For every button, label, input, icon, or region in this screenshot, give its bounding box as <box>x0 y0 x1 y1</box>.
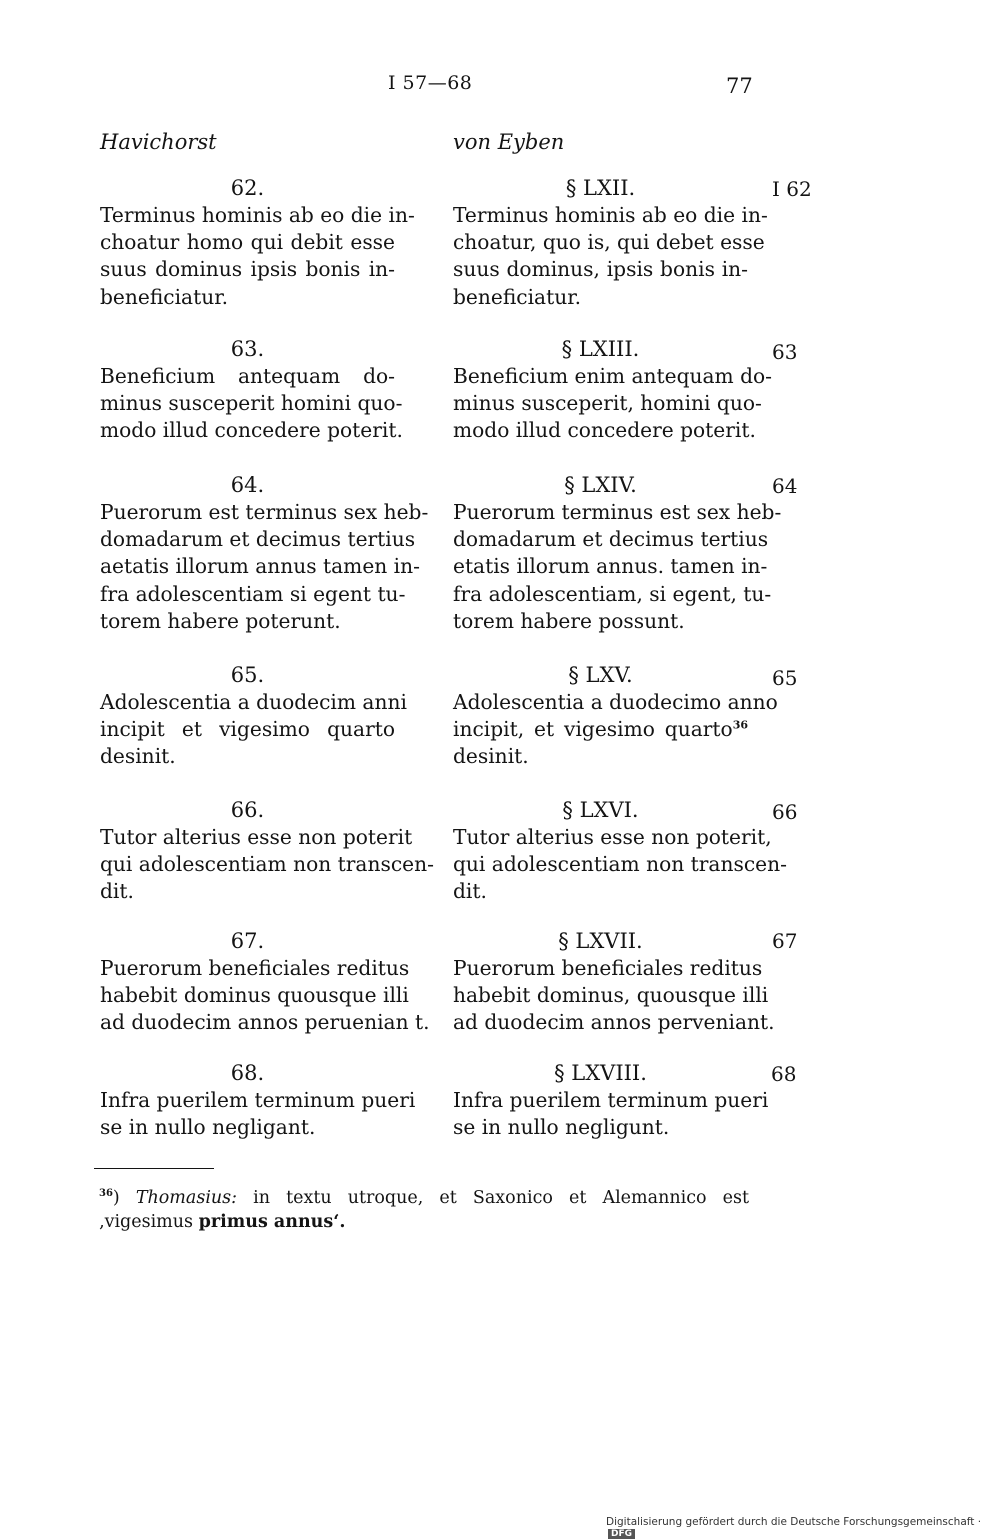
page-number: 77 <box>726 74 753 98</box>
text-line <box>100 390 403 417</box>
right-section-text <box>453 499 782 635</box>
text-line <box>100 1087 416 1114</box>
text-line-content: choatur, quo is, qui debet esse <box>453 230 765 255</box>
text-line <box>100 716 395 743</box>
left-section-text <box>100 955 430 1037</box>
text-line-content: dit. <box>100 879 134 904</box>
left-section <box>100 1060 416 1141</box>
text-line <box>100 581 406 608</box>
text-line-content: fra adolescentiam, si egent, tu- <box>453 581 772 606</box>
text-line <box>100 417 403 444</box>
text-line-content: Adolescentia a duodecim anni <box>100 690 407 714</box>
text-line-content: Tutor alterius esse non poterit, <box>453 825 772 849</box>
text-line-content: Adolescentia a duodecimo anno <box>453 690 778 714</box>
text-line <box>453 689 778 716</box>
margin-reference-number: 64 <box>772 474 798 498</box>
text-line-content: beneficiatur. <box>100 284 229 309</box>
left-section-text <box>100 824 434 906</box>
footnote-paren: ) <box>112 1187 136 1208</box>
text-line-content: suus dominus, ipsis bonis in- <box>453 257 748 282</box>
text-line <box>100 1114 395 1141</box>
text-line <box>100 229 395 256</box>
text-line-content: torem habere possunt. <box>453 608 685 633</box>
text-line-content: Beneficium antequam do- <box>100 364 395 388</box>
left-section-text <box>100 1087 416 1141</box>
text-line-content: modo illud concedere poterit. <box>100 418 403 443</box>
text-line-content: Tutor alterius esse non poterit <box>100 825 413 849</box>
right-section <box>453 336 772 445</box>
left-section-number: 64. <box>230 473 265 497</box>
text-line-content: desinit. <box>100 744 176 769</box>
text-line-content: Puerorum est terminus sex heb- <box>100 500 429 524</box>
text-line-content: se in nullo negligunt. <box>453 1115 670 1140</box>
text-line <box>453 824 772 851</box>
text-line <box>453 390 762 417</box>
right-section <box>453 1060 769 1141</box>
text-line <box>453 955 763 982</box>
page-header-range: I 57—68 <box>388 72 473 94</box>
right-section-number: § LXVII. <box>558 929 643 953</box>
text-line <box>100 284 395 311</box>
left-section <box>100 928 430 1037</box>
text-line <box>453 982 769 1009</box>
text-line <box>453 229 765 256</box>
right-section-number: § LXV. <box>568 663 633 687</box>
margin-reference-number: 67 <box>772 929 798 953</box>
digitization-credit <box>606 1516 1000 1540</box>
text-line <box>453 851 787 878</box>
left-section <box>100 175 415 311</box>
text-line <box>100 851 434 878</box>
left-section-number: 66. <box>230 798 265 822</box>
text-line <box>100 689 407 716</box>
text-line <box>100 1009 430 1036</box>
text-line <box>100 499 429 526</box>
text-line-content: domadarum et decimus tertius <box>100 527 416 552</box>
margin-reference-number: 65 <box>772 666 798 690</box>
text-line-content: Puerorum beneficiales reditus <box>100 956 410 980</box>
text-line-content: incipit, et vigesimo quarto <box>453 717 733 742</box>
text-line <box>100 982 409 1009</box>
text-line-content: se in nullo negligant. <box>100 1115 316 1140</box>
text-line-content: torem habere poterunt. <box>100 608 341 633</box>
dfg-logo: DFG <box>608 1529 635 1539</box>
text-line-content: ad duodecim annos perveniant. <box>453 1010 775 1035</box>
right-section <box>453 662 778 771</box>
right-section-text <box>453 1087 769 1141</box>
text-line <box>100 202 415 229</box>
footnote-author: Thomasius: <box>135 1187 238 1208</box>
left-section <box>100 797 434 906</box>
text-line <box>100 256 395 283</box>
right-section-text <box>453 202 768 311</box>
text-line-content: qui adolescentiam non transcen- <box>100 852 434 877</box>
text-line <box>100 608 395 635</box>
text-line-content: beneficiatur. <box>453 284 582 309</box>
text-line <box>453 417 756 444</box>
footnote-text: in textu utroque, et Saxonico et Alemannico est ‚vigesimus <box>99 1187 749 1232</box>
text-line-content: dit. <box>453 879 487 904</box>
right-section <box>453 928 775 1037</box>
text-line <box>453 499 782 526</box>
text-line-content: minus susceperit, homini quo- <box>453 391 762 416</box>
footnote-marker: 36 <box>99 1188 113 1199</box>
right-section-number: § LXVIII. <box>554 1061 647 1085</box>
right-section-number: § LXIII. <box>561 337 640 361</box>
right-section-text <box>453 689 778 771</box>
text-line <box>100 363 395 390</box>
text-line <box>453 1114 748 1141</box>
margin-reference-number: 63 <box>772 340 798 364</box>
right-section <box>453 175 768 311</box>
text-line <box>100 878 395 905</box>
left-section-text <box>100 689 407 771</box>
right-section-number: § LXVI. <box>562 798 639 822</box>
right-section-number: § LXII. <box>565 176 636 200</box>
text-line <box>453 553 768 580</box>
text-line <box>100 824 413 851</box>
text-line-content: suus dominus ipsis bonis in- <box>100 257 395 282</box>
text-line-content: aetatis illorum annus tamen in- <box>100 554 420 579</box>
text-line-content: Puerorum beneficiales reditus <box>453 956 763 980</box>
text-line <box>453 608 748 635</box>
text-line <box>453 284 748 311</box>
text-line <box>453 716 748 743</box>
text-line <box>100 553 420 580</box>
right-section-text <box>453 955 775 1037</box>
footnote-reference: 36 <box>732 718 748 732</box>
text-line <box>453 878 748 905</box>
left-section-text <box>100 499 429 635</box>
left-section-number: 67. <box>230 929 265 953</box>
text-line-content: etatis illorum annus. tamen in- <box>453 554 768 579</box>
left-section-number: 65. <box>230 663 265 687</box>
credit-text: Digitalisierung gefördert durch die Deutsche Forschungsgemeinschaft · <box>606 1516 982 1528</box>
right-section-text <box>453 363 772 445</box>
margin-reference-number: I 62 <box>772 177 812 201</box>
footnote-rule <box>94 1168 214 1169</box>
right-section <box>453 472 782 635</box>
text-line <box>453 202 768 229</box>
left-section-number: 68. <box>230 1061 265 1085</box>
text-line-content: habebit dominus, quousque illi <box>453 983 769 1008</box>
margin-reference-number: 68 <box>771 1062 797 1086</box>
text-line-content: fra adolescentiam si egent tu- <box>100 581 406 606</box>
right-section-number: § LXIV. <box>564 473 637 497</box>
text-line <box>453 1009 775 1036</box>
text-line <box>100 955 410 982</box>
left-section <box>100 336 403 445</box>
text-line-content: ad duodecim annos peruenian t. <box>100 1010 430 1035</box>
left-section-number: 63. <box>230 337 265 361</box>
text-line <box>453 526 769 553</box>
text-line <box>100 743 395 770</box>
margin-reference-number: 66 <box>772 800 798 824</box>
left-section-number: 62. <box>230 176 265 200</box>
text-line <box>453 1087 769 1114</box>
text-line-content: Infra puerilem terminum pueri <box>100 1088 416 1112</box>
left-section <box>100 662 407 771</box>
text-line-content: modo illud concedere poterit. <box>453 418 756 443</box>
text-line <box>453 743 748 770</box>
text-line-content: habebit dominus quousque illi <box>100 983 409 1008</box>
footnote-bold-tail: primus annus‘. <box>198 1211 346 1232</box>
text-line-content: incipit et vigesimo quarto <box>100 717 395 742</box>
text-line-content: minus susceperit homini quo- <box>100 391 403 416</box>
text-line-content: Terminus hominis ab eo die in- <box>453 203 768 227</box>
text-line-content: choatur homo qui debit esse <box>100 230 395 255</box>
text-line-content: Terminus hominis ab eo die in- <box>100 203 415 227</box>
left-section <box>100 472 429 635</box>
left-section-text <box>100 202 415 311</box>
text-line-content: desinit. <box>453 744 529 769</box>
right-column-heading: von Eyben <box>453 130 565 154</box>
text-line <box>453 363 772 390</box>
left-column-heading: Havichorst <box>100 130 217 154</box>
text-line-content: Puerorum terminus est sex heb- <box>453 500 782 524</box>
text-line <box>100 526 416 553</box>
right-section-text <box>453 824 787 906</box>
text-line <box>453 581 772 608</box>
text-line-content: Infra puerilem terminum pueri <box>453 1088 769 1112</box>
text-line-content: Beneficium enim antequam do- <box>453 364 772 388</box>
footnote <box>99 1182 749 1234</box>
text-line <box>453 256 748 283</box>
text-line-content: domadarum et decimus tertius <box>453 527 769 552</box>
left-section-text <box>100 363 403 445</box>
text-line-content: qui adolescentiam non transcen- <box>453 852 787 877</box>
